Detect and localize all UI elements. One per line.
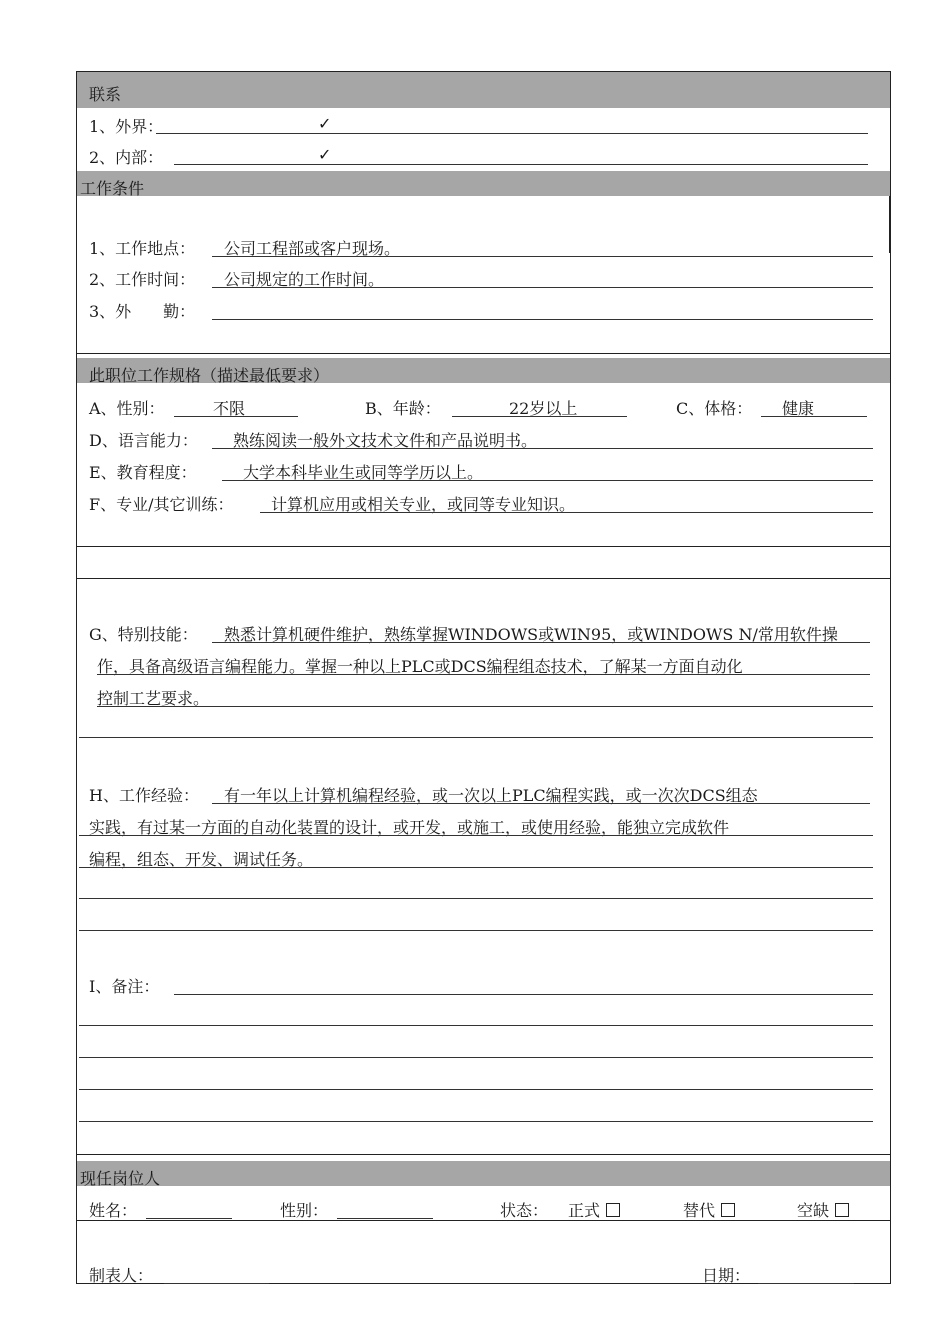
age-label: B、年龄： xyxy=(365,399,441,418)
skills-rule[interactable] xyxy=(97,674,870,675)
contact-internal-line[interactable] xyxy=(174,164,868,165)
internal-check-icon: ✓ xyxy=(318,145,332,164)
status-option-acting[interactable] xyxy=(683,1201,735,1221)
gender-value: 不限 xyxy=(213,399,246,418)
gender-label: A、性别： xyxy=(89,399,165,418)
experience-line1: 有一年以上计算机编程经验，或一次以上PLC编程实践，或一次次DCS组态 xyxy=(224,786,758,805)
skills-rule[interactable] xyxy=(79,737,873,738)
age-value: 22岁以上 xyxy=(509,399,578,418)
external-check-icon: ✓ xyxy=(318,114,332,133)
skills-line2: 作，具备高级语言编程能力。掌握一种以上PLC或DCS编程组态技术，了解某一方面自动化 xyxy=(97,657,743,676)
field-work-label: 3、外 勤： xyxy=(89,302,196,321)
experience-line3: 编程，组态、开发、调试任务。 xyxy=(89,850,314,869)
status-acting-label: 替代 xyxy=(683,1201,716,1220)
experience-label: H、工作经验： xyxy=(89,786,199,805)
age-line[interactable] xyxy=(452,416,627,417)
remarks-rule[interactable] xyxy=(79,1089,873,1090)
section-divider xyxy=(76,546,891,547)
conditions-header-band xyxy=(77,171,890,196)
experience-rule[interactable] xyxy=(79,898,873,899)
remarks-label: I、备注： xyxy=(89,977,160,996)
date-label: 日期： xyxy=(702,1266,751,1285)
field-work-line[interactable] xyxy=(212,319,873,320)
section-divider xyxy=(76,353,891,354)
date-line[interactable] xyxy=(758,1283,854,1284)
experience-rule[interactable] xyxy=(79,835,873,836)
incumbent-name-label: 姓名： xyxy=(89,1201,138,1220)
incumbent-name-line[interactable] xyxy=(146,1218,232,1219)
skills-line1: 熟悉计算机硬件维护，熟练掌握WINDOWS或WIN95，或WINDOWS N/常用软件操 xyxy=(224,625,838,644)
work-time-label: 2、工作时间： xyxy=(89,270,196,289)
physique-line[interactable] xyxy=(761,416,867,417)
checkbox-icon[interactable] xyxy=(835,1203,849,1217)
experience-rule[interactable] xyxy=(79,867,873,868)
contact-internal-label: 2、内部： xyxy=(89,148,164,167)
experience-rule[interactable] xyxy=(79,930,873,931)
specs-header: 此职位工作规格（描述最低要求） xyxy=(89,366,330,385)
skills-rule[interactable] xyxy=(212,642,870,643)
status-vacant-label: 空缺 xyxy=(797,1201,830,1220)
work-time-line[interactable] xyxy=(212,287,873,288)
incumbent-header-band xyxy=(77,1161,890,1186)
incumbent-status-label: 状态： xyxy=(500,1201,549,1220)
remarks-rule[interactable] xyxy=(174,994,873,995)
preparer-line[interactable] xyxy=(164,1283,269,1284)
work-location-line[interactable] xyxy=(212,256,873,257)
contact-external-label: 1、外界： xyxy=(89,117,164,136)
status-formal-label: 正式 xyxy=(568,1201,601,1220)
conditions-header: 工作条件 xyxy=(80,179,145,198)
remarks-rule[interactable] xyxy=(79,1057,873,1058)
checkbox-icon[interactable] xyxy=(721,1203,735,1217)
form-frame xyxy=(76,71,891,1284)
section-divider xyxy=(76,578,891,579)
experience-rule[interactable] xyxy=(212,803,870,804)
section-divider xyxy=(76,1154,891,1155)
gender-line[interactable] xyxy=(174,416,298,417)
section-divider xyxy=(76,1220,891,1221)
contact-external-line[interactable] xyxy=(156,133,868,134)
education-label: E、教育程度： xyxy=(89,463,197,482)
language-value: 熟练阅读一般外文技术文件和产品说明书。 xyxy=(233,431,538,450)
inner-border-right xyxy=(889,196,890,253)
major-line[interactable] xyxy=(260,512,873,513)
contact-header: 联系 xyxy=(89,85,122,104)
major-label: F、专业/其它训练： xyxy=(89,495,234,514)
checkbox-icon[interactable] xyxy=(606,1203,620,1217)
work-location-value: 公司工程部或客户现场。 xyxy=(224,239,401,258)
status-option-vacant[interactable] xyxy=(797,1201,849,1221)
education-value: 大学本科毕业生或同等学历以上。 xyxy=(243,463,484,482)
remarks-rule[interactable] xyxy=(79,1025,873,1026)
education-line[interactable] xyxy=(222,480,873,481)
work-time-value: 公司规定的工作时间。 xyxy=(224,270,385,289)
language-label: D、语言能力： xyxy=(89,431,198,450)
skills-rule[interactable] xyxy=(97,706,873,707)
physique-value: 健康 xyxy=(782,399,815,418)
preparer-label: 制表人： xyxy=(89,1266,154,1285)
skills-label: G、特别技能： xyxy=(89,625,198,644)
skills-line3: 控制工艺要求。 xyxy=(97,689,210,708)
work-location-label: 1、工作地点： xyxy=(89,239,196,258)
experience-line2: 实践，有过某一方面的自动化装置的设计，或开发，或施工，或使用经验，能独立完成软件 xyxy=(89,818,730,837)
language-line[interactable] xyxy=(212,448,873,449)
incumbent-header: 现任岗位人 xyxy=(80,1169,161,1188)
physique-label: C、体格： xyxy=(676,399,753,418)
incumbent-gender-label: 性别： xyxy=(280,1201,329,1220)
remarks-rule[interactable] xyxy=(79,1121,873,1122)
contact-header-band xyxy=(77,72,890,108)
incumbent-gender-line[interactable] xyxy=(337,1218,433,1219)
major-value: 计算机应用或相关专业，或同等专业知识。 xyxy=(271,495,576,514)
status-option-formal[interactable] xyxy=(568,1201,620,1221)
